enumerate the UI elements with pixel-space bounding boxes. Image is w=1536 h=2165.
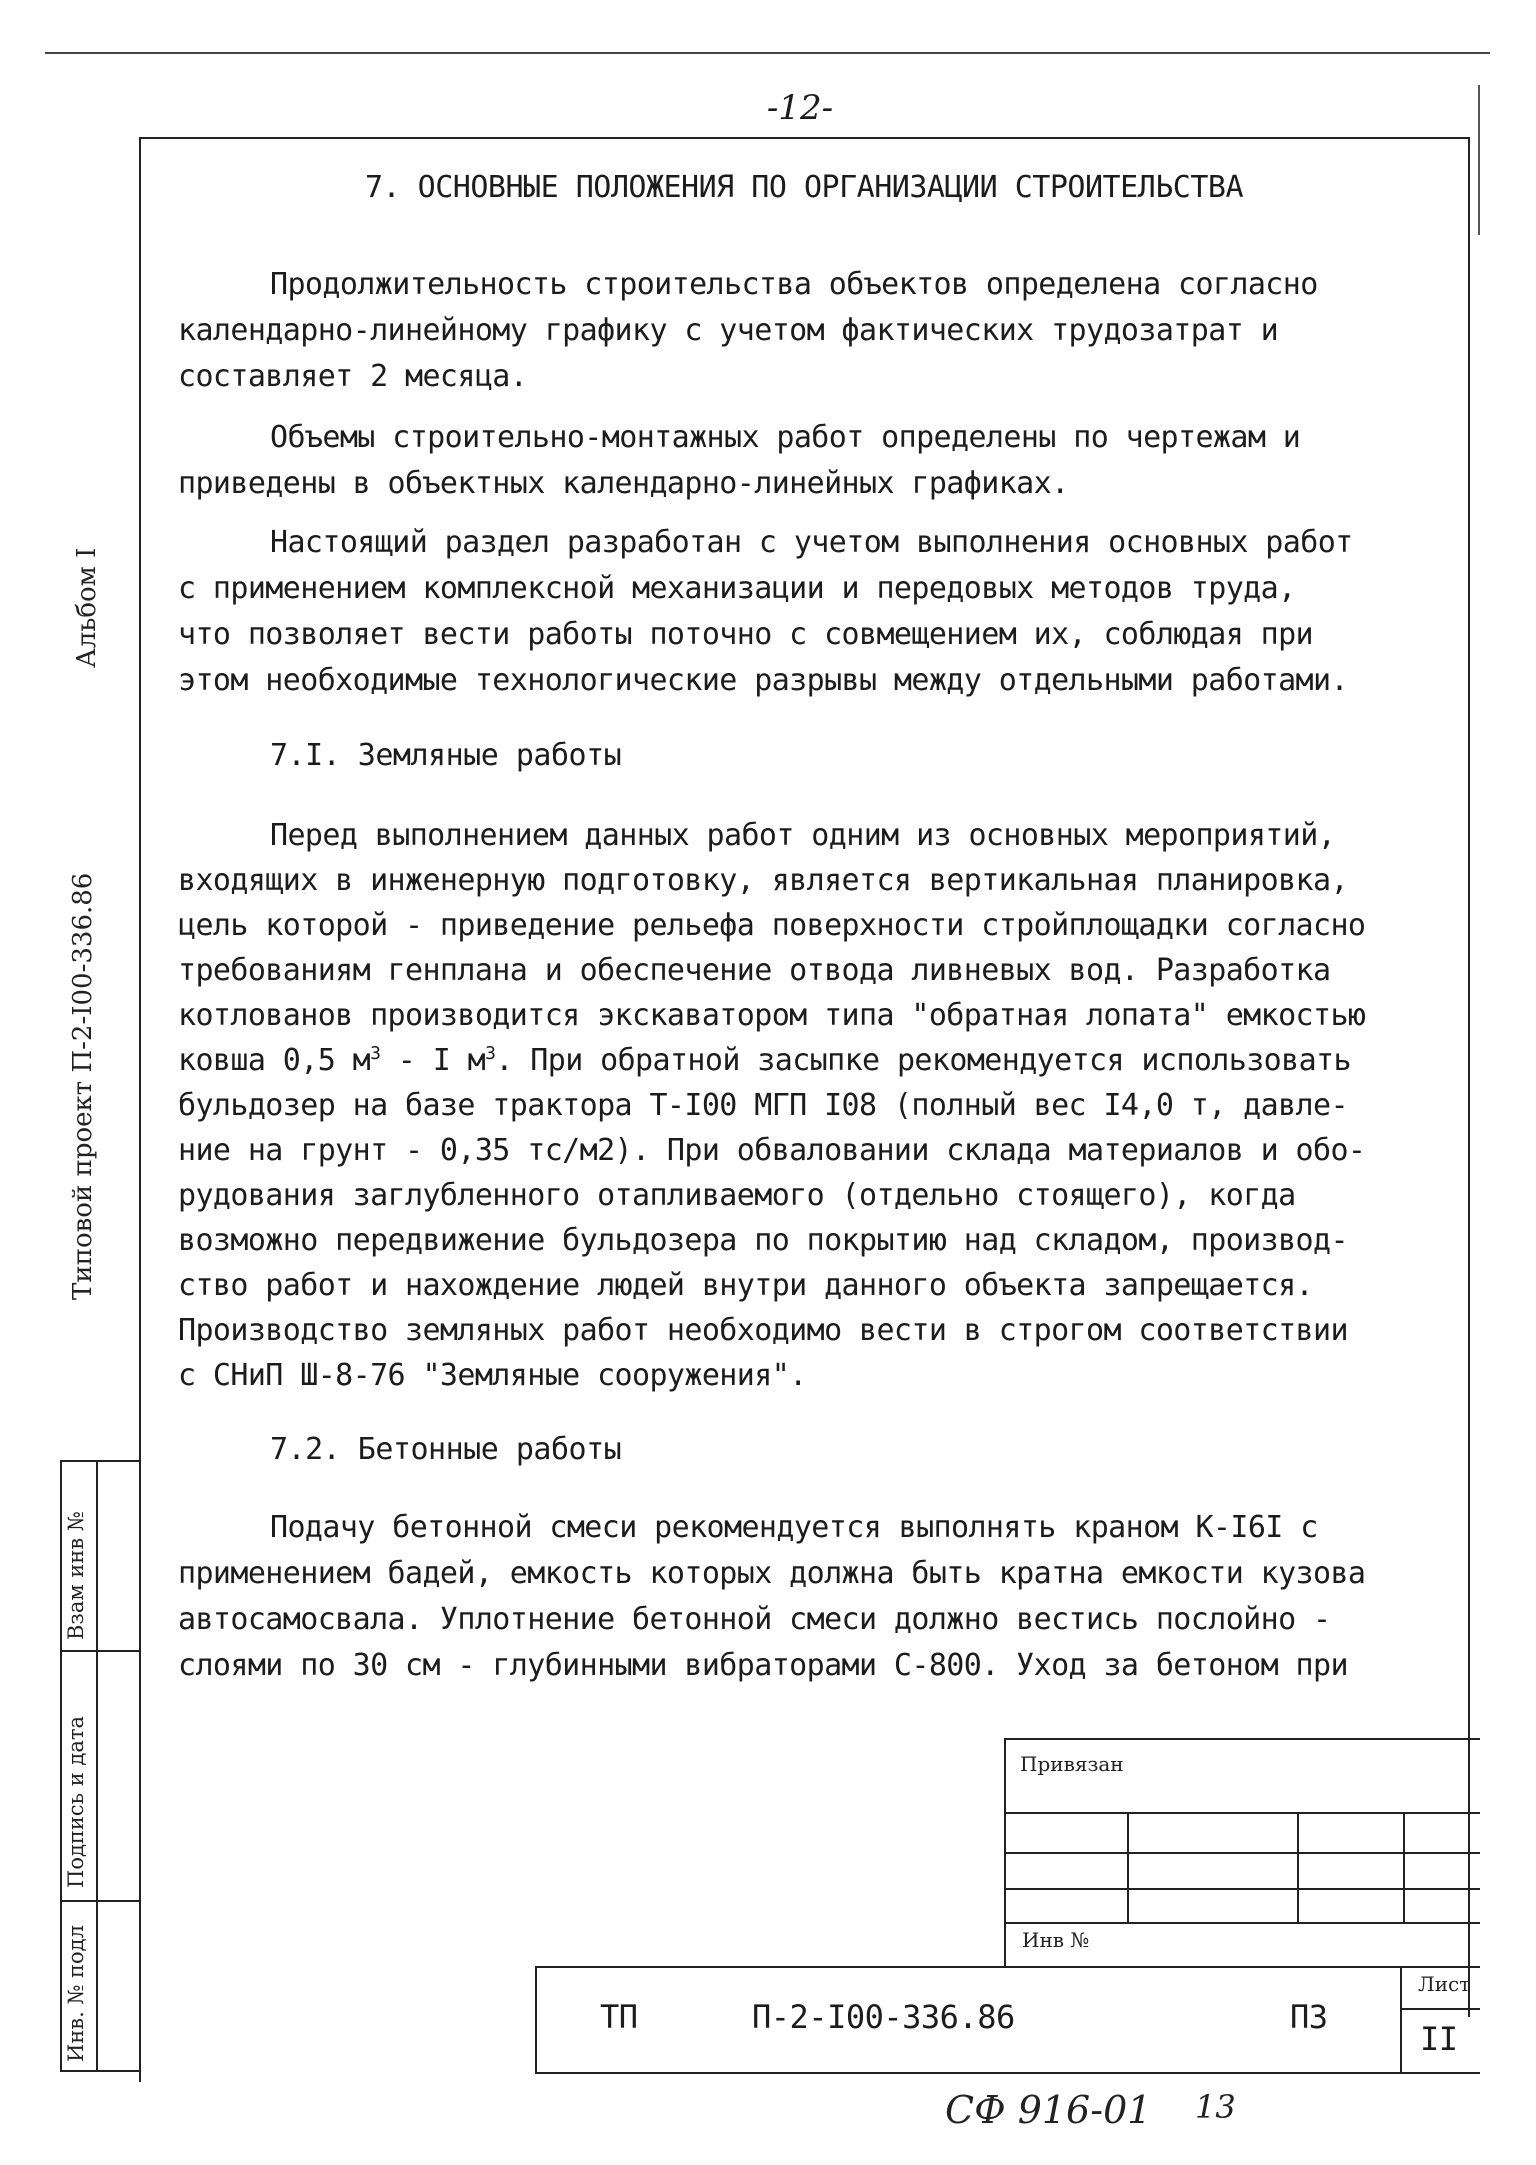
tp-label: ТП xyxy=(600,1998,638,2036)
superscript: 3 xyxy=(485,1043,496,1064)
strip-divider xyxy=(60,1650,140,1652)
stamp-col-line xyxy=(1403,1812,1405,1922)
project-label: Типовой проект П-2-I00-336.86 xyxy=(68,872,98,1300)
sheet-number: II xyxy=(1420,2020,1458,2058)
paragraph-volumes: Объемы строительно-монтажных работ определены по чертежам и приведены в объектных календарно-линейных графиках. xyxy=(178,420,1301,501)
pz-label: ПЗ xyxy=(1290,1998,1328,2036)
paragraph-section-info: Настоящий раздел разработан с учетом выполнения основных работ с применением комплексной механизации и передовых методов труда, что позволяет вести работы поточно с совмещением их, соблюдая при этом необходимые технологические разрывы между отдельными работами. xyxy=(178,525,1353,698)
subsection-concrete: 7.2. Бетонные работы xyxy=(270,1432,622,1467)
stamp-row-line xyxy=(1004,1888,1480,1890)
strip-inner-line xyxy=(96,1462,98,2070)
drawing-frame-right xyxy=(1468,137,1470,2017)
page-number: -12- xyxy=(766,88,834,128)
title-block-divider xyxy=(1400,1966,1402,2074)
sheet-label: Лист xyxy=(1418,1972,1471,1996)
stamp-row-line xyxy=(1004,1852,1480,1854)
paragraph-earthworks-a: Перед выполнением данных работ одним из основных мероприятий, входящих в инженерную подготовку, является вертикальная планировка, цель которой - приведение рельефа поверхности стройплощадки согласно требованиям генплана и обеспечение отвода ливневых вод. Разработка котлованов производится экскаватором типа "обратная лопата" емкостью xyxy=(178,818,1366,1033)
stamp-row-line xyxy=(1004,1922,1480,1924)
scan-right-line xyxy=(1478,85,1480,235)
inv-no-label: Инв № xyxy=(1022,1928,1090,1952)
title-block-divider xyxy=(1400,2008,1480,2010)
handwritten-number: 13 xyxy=(1195,2088,1236,2126)
superscript: 3 xyxy=(370,1043,381,1064)
paragraph-earthworks-c: бульдозер на базе трактора Т-I00 МГП I08 (полный вес I4,0 т, давле- ние на грунт - 0,35 тс/м2). При обваловании склада материалов и обо- рудования заглубленного отапливаемого (отдельно стоящего), когда возможно передвижение бульдозера по покрытию над складом, производ- ство работ и нахождение людей внутри данного объекта запрещается. Производство земляных работ необходимо вести в строгом соответствии с СНиП Ш-8-76 "Земляные сооружения". xyxy=(178,1088,1366,1393)
vzam-inv-label: Взам инв № xyxy=(64,1511,88,1640)
inv-podl-label: Инв. № подл xyxy=(64,1925,88,2062)
album-label: Альбом I xyxy=(72,547,102,668)
privyazan-label: Привязан xyxy=(1020,1752,1124,1776)
subsection-earthworks: 7.I. Земляные работы xyxy=(270,738,622,773)
strip-divider xyxy=(60,1900,140,1902)
stamp-col-line xyxy=(1297,1812,1299,1922)
title-block-bottom xyxy=(535,2072,1480,2074)
text-bucket-post: . При обратной засыпке рекомендуется использовать xyxy=(495,1043,1351,1078)
text-bucket-mid: - I м xyxy=(380,1043,486,1078)
paragraph-earthworks-b xyxy=(178,1038,1468,1083)
text-bucket: ковша 0,5 м xyxy=(178,1043,371,1078)
handwritten-code: СФ 916-01 xyxy=(945,2088,1152,2132)
scan-top-line xyxy=(45,52,1490,54)
stamp-row-line xyxy=(1004,1812,1480,1814)
paragraph-concrete: Подачу бетонной смеси рекомендуется выполнять краном К-I6I с применением бадей, емкость которых должна быть кратна емкости кузова автосамосвала. Уплотнение бетонной смеси должно вестись послойно - слоями по 30 см - глубинными вибраторами С-800. Уход за бетоном при xyxy=(178,1510,1366,1683)
signature-date-label: Подпись и дата xyxy=(64,1715,88,1888)
paragraph-duration: Продолжительность строительства объектов определена согласно календарно-линейному графику с учетом фактических трудозатрат и составляет 2 месяца. xyxy=(178,267,1318,394)
section-heading: 7. ОСНОВНЫЕ ПОЛОЖЕНИЯ ПО ОРГАНИЗАЦИИ СТРОИТЕЛЬСТВА xyxy=(364,170,1244,205)
document-code: П-2-I00-336.86 xyxy=(752,1998,1015,2036)
stamp-col-line xyxy=(1127,1812,1129,1922)
